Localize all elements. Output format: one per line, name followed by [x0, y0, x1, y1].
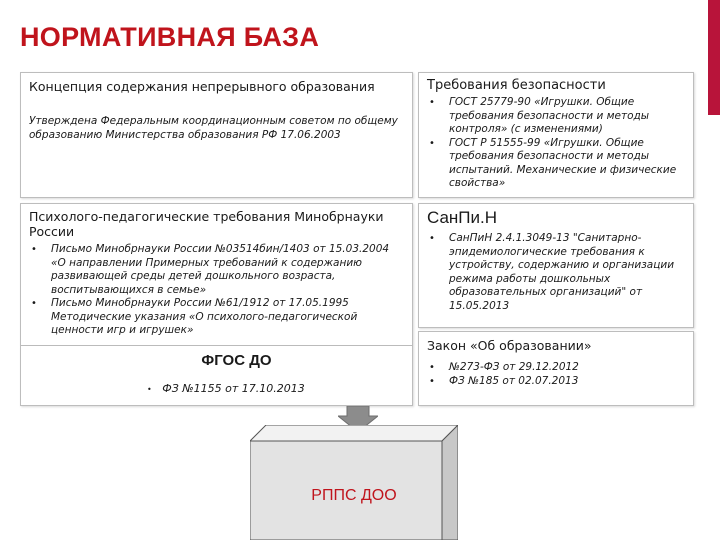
cube-shape	[250, 425, 458, 540]
safety-item-2: ГОСТ Р 51555-99 «Игрушки. Общие требования безопасности и методы испытаний. Механические и физические свойства»	[449, 136, 677, 189]
law-item-2: ФЗ №185 от 02.07.2013	[449, 374, 579, 387]
psych-list	[29, 243, 404, 338]
safety-list	[427, 96, 685, 191]
bullet: •	[429, 362, 435, 373]
rpps-label: РППС ДОО	[311, 487, 397, 504]
law-box	[418, 331, 694, 406]
list-item	[427, 232, 685, 313]
sanpin-heading: СанПи.Н	[427, 208, 498, 227]
concept-box	[20, 72, 413, 198]
sanpin-list	[427, 232, 685, 313]
psych-box	[20, 203, 413, 346]
list-item	[427, 96, 685, 137]
list-item	[29, 297, 404, 338]
bullet: •	[147, 385, 152, 394]
page-title: НОРМАТИВНАЯ БАЗА	[20, 22, 320, 52]
concept-heading: Концепция содержания непрерывного образования	[29, 79, 375, 94]
law-item-1: №273-ФЗ от 29.12.2012	[449, 361, 579, 373]
bullet: •	[31, 244, 37, 255]
bullet: •	[31, 298, 37, 309]
list-item	[29, 243, 404, 297]
fgos-item-row	[29, 382, 404, 397]
bullet: •	[429, 375, 435, 387]
fgos-heading: ФГОС ДО	[201, 352, 272, 369]
bullet: •	[429, 233, 435, 244]
psych-item-2: Письмо Минобрнауки России №61/1912 от 17.05.1995 Методические указания «О психолого-педагогической ценности игр и игрушек»	[51, 297, 358, 336]
safety-box	[418, 72, 694, 198]
concept-note: Утверждена Федеральным координационным советом по общему образованию Министерства образования РФ 17.06.2003	[29, 115, 398, 141]
law-list	[427, 361, 685, 388]
psych-item-1: Письмо Минобрнауки России №03514бин/1403 от 15.03.2004 «О направлении Примерных требований к содержанию развивающей среды детей дошкольного возраста, воспитывающихся в семье»	[51, 243, 390, 296]
list-item	[427, 361, 685, 375]
sanpin-box	[418, 203, 694, 328]
bullet: •	[429, 97, 435, 108]
safety-item-1: ГОСТ 25779-90 «Игрушки. Общие требования безопасности и методы контроля» (с изменениями)	[449, 96, 650, 135]
fgos-box	[20, 346, 413, 406]
law-heading: Закон «Об образовании»	[427, 338, 592, 353]
bullet: •	[429, 137, 435, 149]
list-item	[427, 137, 685, 191]
rpps-cube	[250, 425, 458, 540]
safety-heading: Требования безопасности	[427, 78, 606, 93]
sanpin-item-1: СанПиН 2.4.1.3049-13 "Санитарно-эпидемиологические требования к устройству, содержанию и организации режима работы дошкольных образовательных организаций" от 15.05.2013	[449, 232, 675, 312]
fgos-item-1: ФЗ №1155 от 17.10.2013	[162, 382, 305, 395]
accent-bar	[708, 0, 720, 115]
psych-heading: Психолого-педагогические требования Минобрнауки России	[29, 209, 384, 239]
list-item	[427, 375, 685, 389]
